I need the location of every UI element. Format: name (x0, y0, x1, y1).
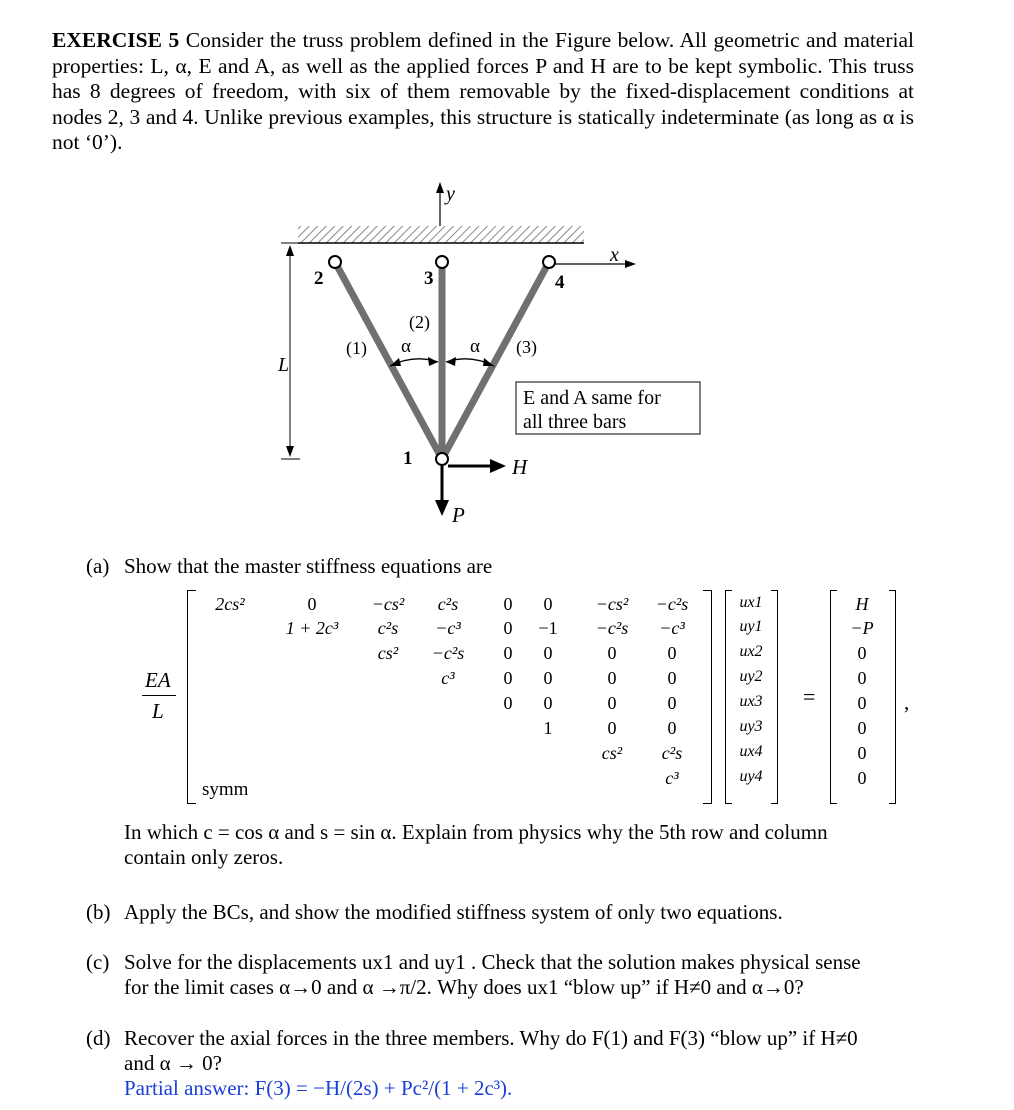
x-axis-label: x (610, 244, 619, 266)
rhs-entry-3: 0 (857, 643, 867, 663)
part-b-text: Apply the BCs, and show the modified stiffness system of only two equations. (124, 900, 783, 924)
node-label-1: 1 (403, 448, 413, 469)
matrix-cell-r6-c6: 1 (543, 718, 553, 738)
node-label-3: 3 (424, 268, 434, 289)
matrix-cell-r1-c2: 0 (307, 594, 317, 614)
rhs-entry-5: 0 (857, 693, 867, 713)
exercise-label: EXERCISE 5 (52, 28, 180, 52)
matrix-cell-r3-c5: 0 (503, 643, 513, 663)
matrix-cell-r4-c8: 0 (667, 668, 677, 688)
node-label-4: 4 (555, 272, 565, 293)
y-axis-label: y (446, 183, 455, 205)
matrix-cell-r4-c4: c³ (441, 668, 455, 688)
matrix-cell-r5-c6: 0 (543, 693, 553, 713)
bar-label-2: (2) (409, 312, 430, 332)
matrix-left-bracket (187, 590, 196, 804)
matrix-cell-r2-c8: −c³ (659, 618, 685, 638)
matrix-cell-r2-c5: 0 (503, 618, 513, 638)
matrix-cell-r5-c8: 0 (667, 693, 677, 713)
matrix-cell-r5-c7: 0 (607, 693, 617, 713)
rhs-entry-7: 0 (857, 743, 867, 763)
rhs-entry-6: 0 (857, 718, 867, 738)
equals-sign: = (803, 684, 816, 709)
matrix-cell-r4-c7: 0 (607, 668, 617, 688)
matrix-cell-r3-c6: 0 (543, 643, 553, 663)
prefactor-numerator: EA (145, 668, 171, 692)
part-d-line-1: Recover the axial forces in the three members. Why do F(1) and F(3) “blow up” if H≠0 (124, 1026, 858, 1050)
matrix-cell-r3-c3: cs² (377, 643, 399, 663)
matrix-cell-r1-c3: −cs² (371, 594, 405, 614)
matrix-cell-r2-c3: c²s (377, 618, 399, 638)
matrix-cell-r2-c2: 1 + 2c³ (285, 618, 339, 638)
matrix-cell-r1-c4: c²s (437, 594, 459, 614)
part-c-line-1: Solve for the displacements ux1 and uy1 . Check that the solution makes physical sense (124, 950, 861, 974)
unknown-uy2: uy2 (739, 668, 763, 685)
rhs-right-bracket (889, 590, 896, 804)
matrix-cell-r4-c6: 0 (543, 668, 553, 688)
matrix-cell-r3-c8: 0 (667, 643, 677, 663)
unknown-uy3: uy3 (739, 718, 763, 735)
part-a-text: Show that the master stiffness equations are (124, 554, 493, 578)
equation-comma: , (904, 690, 910, 714)
matrix-cell-r2-c6: −1 (538, 618, 558, 638)
matrix-cell-r4-c5: 0 (503, 668, 513, 688)
matrix-cell-r2-c4: −c³ (435, 618, 461, 638)
matrix-cell-r8-c8: c³ (665, 768, 679, 788)
symm-label: symm (202, 779, 249, 800)
rhs-entry-2: −P (850, 618, 874, 638)
note-line-1: E and A same for (523, 387, 661, 409)
matrix-cell-r6-c7: 0 (607, 718, 617, 738)
part-a-explain-text: In which c = cos α and s = sin α. Explain from physics why the 5th row and column contain only zeros. (124, 820, 828, 869)
part-d-label: (d) (86, 1026, 111, 1050)
unknown-ux1: ux1 (739, 594, 763, 611)
unknown-ux4: ux4 (739, 743, 763, 760)
matrix-cell-r5-c5: 0 (503, 693, 513, 713)
part-d-partial-answer: Partial answer: F(3) = −H/(2s) + Pc²/(1 + 2c³). (124, 1076, 513, 1100)
matrix-cell-r2-c7: −c²s (595, 618, 629, 638)
prefactor-denominator: L (152, 699, 164, 723)
unknown-uy4: uy4 (739, 768, 763, 785)
angle-label-right: α (470, 336, 480, 357)
unknown-uy1: uy1 (739, 618, 763, 635)
unknowns-right-bracket (771, 590, 778, 804)
matrix-cell-r1-c7: −cs² (595, 594, 629, 614)
matrix-cell-r1-c1: 2cs² (215, 594, 245, 614)
node-label-2: 2 (314, 268, 324, 289)
matrix-cell-r7-c8: c²s (661, 743, 683, 763)
angle-label-left: α (401, 336, 411, 357)
bar-label-1: (1) (346, 338, 367, 358)
load-p-label: P (452, 503, 465, 527)
part-c-label: (c) (86, 950, 110, 974)
note-line-2: all three bars (523, 411, 627, 433)
matrix-cell-r7-c7: cs² (601, 743, 623, 763)
rhs-entry-1: H (855, 594, 869, 614)
unknowns-left-bracket (725, 590, 732, 804)
matrix-cell-r1-c6: 0 (543, 594, 553, 614)
part-c-line-2: for the limit cases α→0 and α →π/2. Why does ux1 “blow up” if H≠0 and α→0? (124, 975, 804, 999)
matrix-cell-r3-c4: −c²s (431, 643, 465, 663)
bar-label-3: (3) (516, 337, 537, 357)
exercise-text: Consider the truss problem defined in the Figure below. All geometric and material properties: L, α, E and A, as well as the applied forces P and H are to be kept symbolic. This truss has 8 degrees of freedom, with six of them removable by the fixed-displacement conditions at nodes 2, 3 and 4. Unlike previous examples, this structure is statically indeterminate (as long as α is not ‘0’). (52, 28, 914, 154)
part-b-label: (b) (86, 900, 111, 924)
part-d-line-2: and α → 0? (124, 1051, 222, 1075)
rhs-entry-4: 0 (857, 668, 867, 688)
load-h-label: H (512, 455, 528, 479)
matrix-cell-r1-c8: −c²s (655, 594, 689, 614)
matrix-cell-r1-c5: 0 (503, 594, 513, 614)
matrix-right-bracket (703, 590, 712, 804)
part-a-label: (a) (86, 554, 110, 578)
rhs-entry-8: 0 (857, 768, 867, 788)
unknown-ux3: ux3 (739, 693, 763, 710)
dimension-l-label: L (278, 354, 290, 376)
matrix-cell-r6-c8: 0 (667, 718, 677, 738)
rhs-left-bracket (830, 590, 837, 804)
unknown-ux2: ux2 (739, 643, 763, 660)
matrix-cell-r3-c7: 0 (607, 643, 617, 663)
